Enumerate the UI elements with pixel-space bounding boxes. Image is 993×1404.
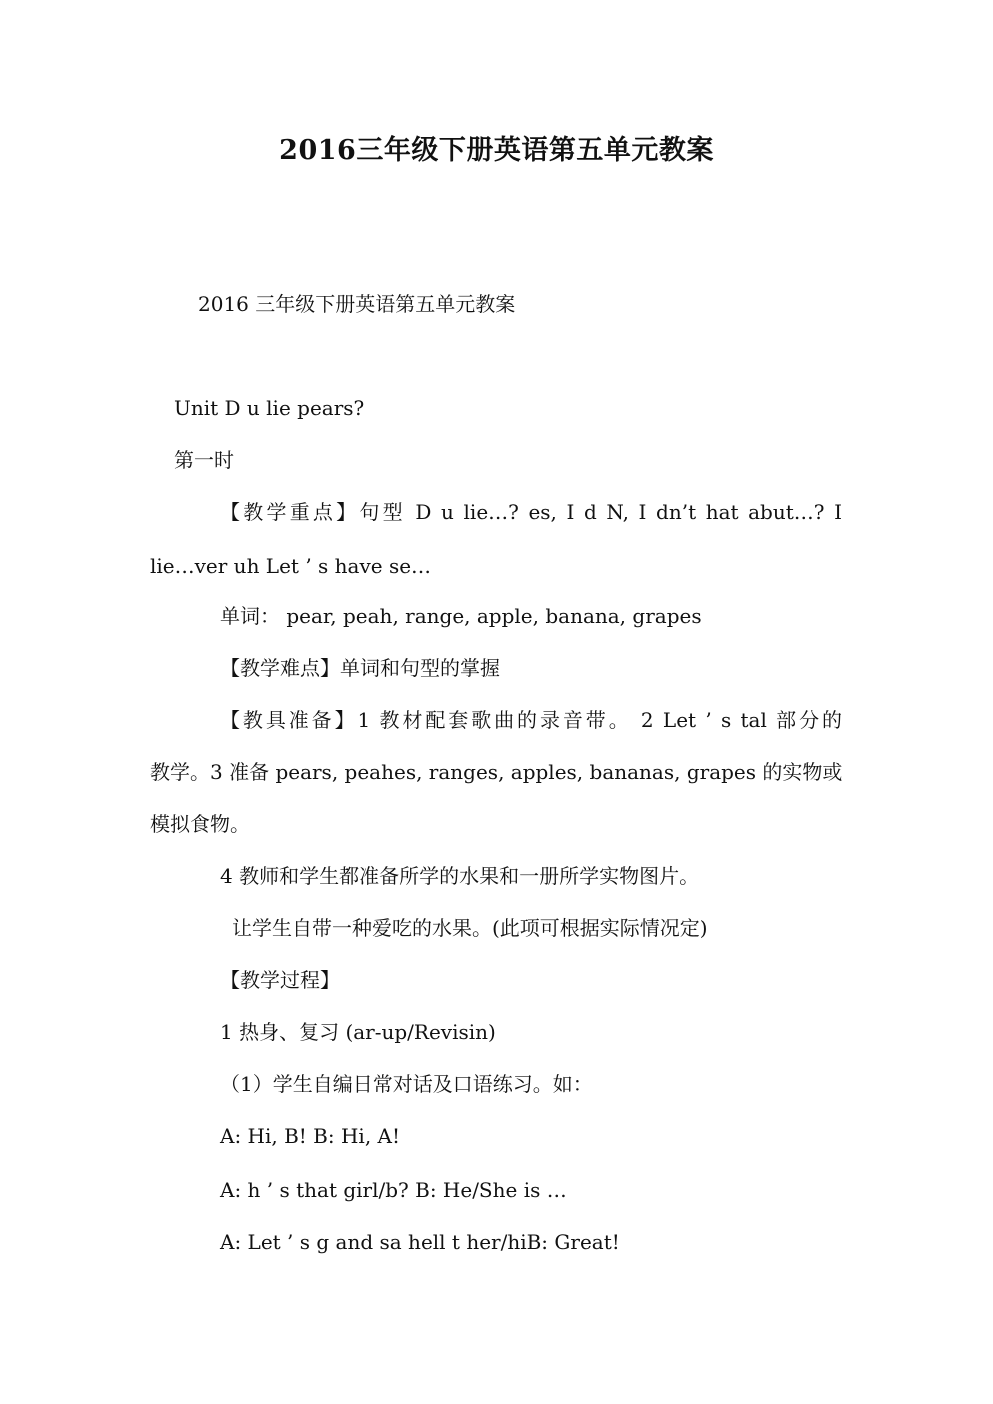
process-heading: 【教学过程】 [220,968,340,992]
difficulty-line: 【教学难点】单词和句型的掌握 [220,656,500,680]
unit-heading: Unit D u lie pears? [174,396,365,420]
dialog-line-2: A: h ’ s that girl/b? B: He/She is … [220,1178,567,1202]
step-1-heading: 1 热身、复习 (ar-up/Revisin) [220,1020,496,1044]
focus-paragraph-line-2: lie…ver uh Let ’ s have se… [150,554,432,578]
dialog-line-1: A: Hi, B! B: Hi, A! [220,1124,401,1148]
vocabulary-line: 单词： pear, peah, range, apple, banana, grapes [220,604,702,628]
document-subtitle: 2016 三年级下册英语第五单元教案 [198,292,516,316]
step-1-substep: （1）学生自编日常对话及口语练习。如： [220,1072,593,1096]
preparation-line-2: 教学。3 准备 pears, peahes, ranges, apples, bananas, grapes 的实物或 [150,760,843,784]
preparation-item-5: 让学生自带一种爱吃的水果。(此项可根据实际情况定) [232,916,708,940]
dialog-line-3: A: Let ’ s g and sa hell t her/hiB: Great! [220,1230,620,1254]
preparation-item-4: 4 教师和学生都准备所学的水果和一册所学实物图片。 [220,864,700,888]
preparation-line-3: 模拟食物。 [150,812,250,836]
preparation-line-1: 【教具准备】1 教材配套歌曲的录音带。 2 Let ’ s tal 部分的 [220,708,842,732]
document-title: 2016三年级下册英语第五单元教案 [279,135,714,166]
period-heading: 第一时 [174,448,234,472]
focus-paragraph-line-1: 【教学重点】句型 D u lie…? es, I d N, I dn’t hat abut…? I [220,500,842,524]
